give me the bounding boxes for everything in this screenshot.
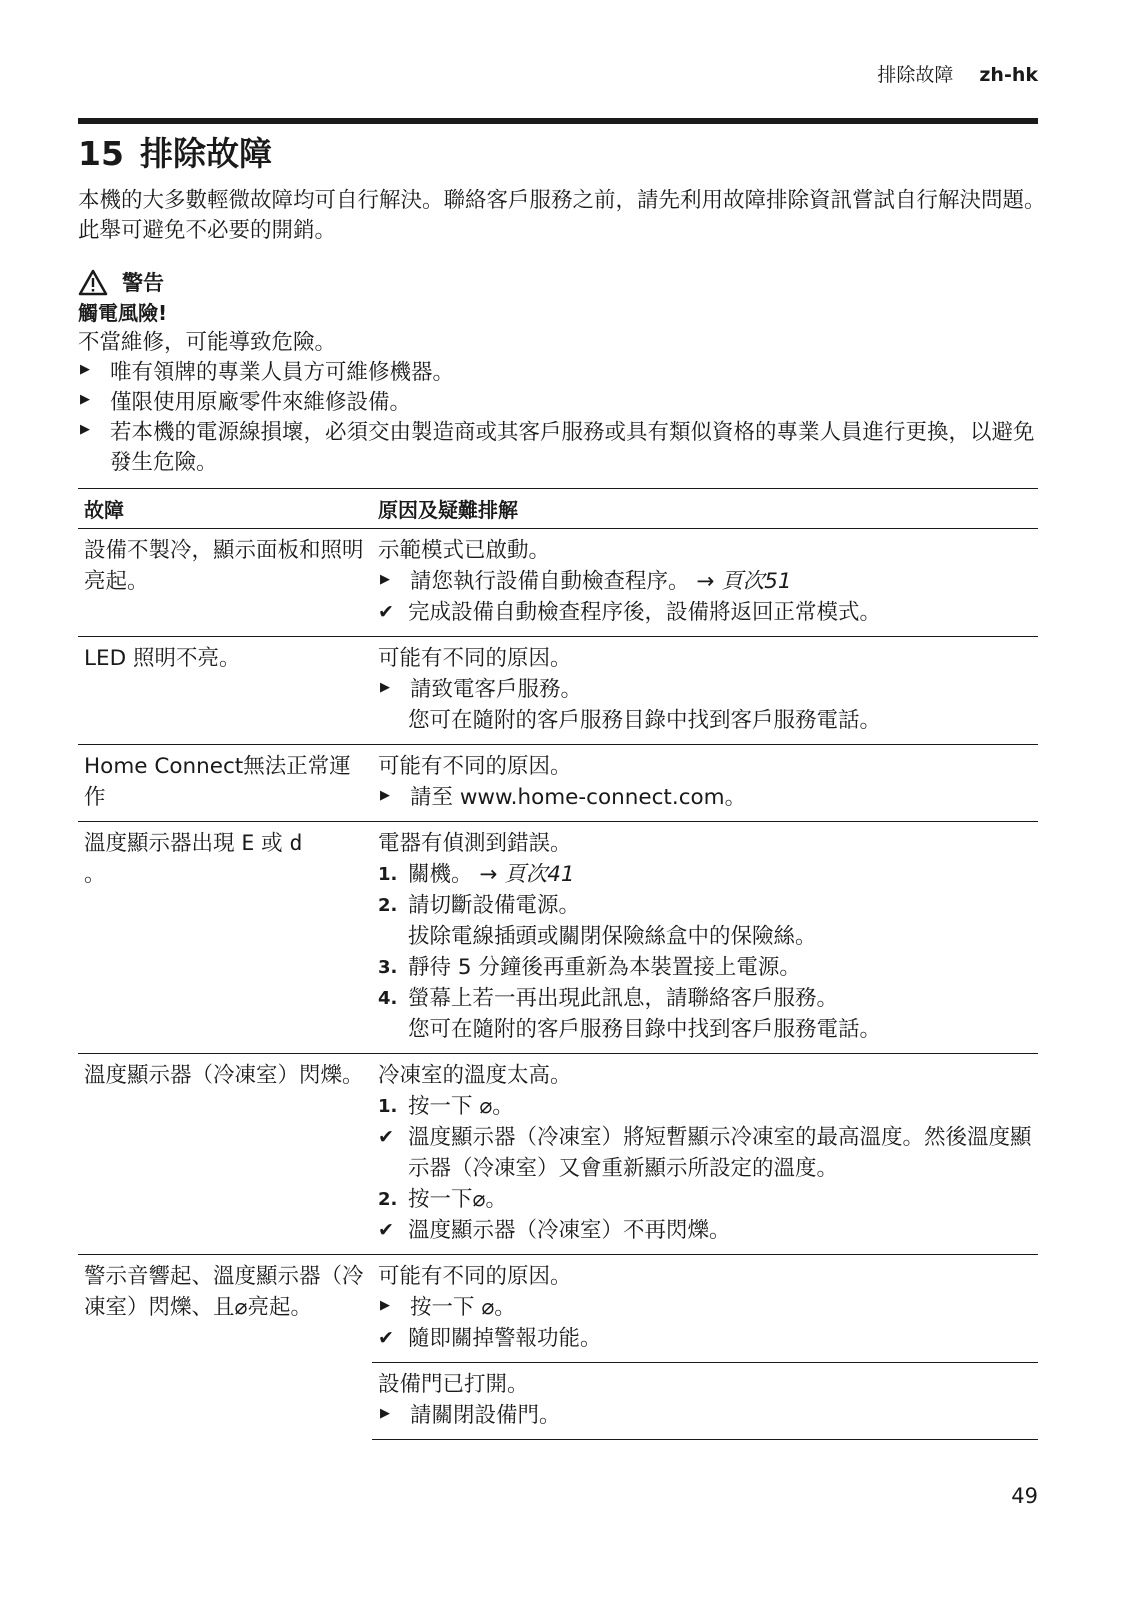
cause-cell: 電器有偵測到錯誤。 1. 關機。 → 頁次41 2. 請切斷設備電源。 拔除電線插頭或關閉保險絲盒中的保險絲。 3. 靜待 5 分鐘後再重新為本裝置接上電源。 4. 螢幕上若一再出現此訊息，請聯絡客戶服務。 您可在隨附的客戶服務目錄中找到客戶服務電話。 [372,822,1038,1054]
chapter-number: 15 [78,134,124,173]
result-check-icon: ✔ [378,601,394,623]
warning-bullet: ▶ 唯有領牌的專業人員方可維修機器。 [78,358,1048,388]
warning-triangle-icon [78,269,108,296]
fault-cell: 溫度顯示器（冷凍室）閃爍。 [78,1054,372,1255]
bullet-arrow-icon: ▶ [80,362,90,377]
fault-cell: 設備不製冷，顯示面板和照明亮起。 [78,529,372,637]
cause-cell: 可能有不同的原因。 ▶ 按一下 ⌀。 ✔ 隨即關掉警報功能。 [372,1255,1038,1363]
fault-cell: LED 照明不亮。 [78,637,372,745]
action-arrow-icon: ▶ [380,572,390,587]
warning-bullet: ▶ 若本機的電源線損壞，必須交由製造商或其客戶服務或具有類似資格的專業人員進行更換，以避免發生危險。 [78,418,1048,478]
header-section: 排除故障 [877,64,954,86]
warning-heading: 觸電風險! [78,301,168,325]
cause-cell: 可能有不同的原因。 ▶ 請至 www.home-connect.com。 [372,745,1038,822]
header-language: zh-hk [979,64,1038,86]
cause-cell: 可能有不同的原因。 ▶ 請致電客戶服務。 您可在隨附的客戶服務目錄中找到客戶服務電話。 [372,637,1038,745]
table-row [78,745,1038,822]
page-reference[interactable]: → 頁次41 [479,862,575,887]
troubleshooting-table [78,488,1038,1440]
cause-cell: 設備門已打開。 ▶ 請關閉設備門。 [372,1363,1038,1440]
result-check-icon: ✔ [378,1219,394,1241]
bullet-arrow-icon: ▶ [80,392,90,407]
running-header [877,60,1038,87]
column-header-cause: 原因及疑難排解 [372,489,1038,529]
chapter-title [78,128,272,175]
page-number: 49 [1011,1484,1038,1508]
bullet-arrow-icon: ▶ [80,422,90,437]
table-row [78,637,1038,745]
cause-cell: 冷凍室的溫度太高。 1. 按一下 ⌀。 ✔ 溫度顯示器（冷凍室）將短暫顯示冷凍室的最高溫度。然後溫度顯示器（冷凍室）又會重新顯示所設定的溫度。 2. 按一下⌀。 ✔ 溫度顯示器（冷凍室）不再閃爍。 [372,1054,1038,1255]
fault-cell: 溫度顯示器出現 E 或 d 。 [78,822,372,1054]
action-arrow-icon: ▶ [380,1406,390,1421]
table-row [78,822,1038,1054]
chapter-title-text: 排除故障 [139,134,272,173]
column-header-fault: 故障 [78,489,372,529]
action-arrow-icon: ▶ [380,788,390,803]
warning-header [78,266,1048,298]
fault-cell: 警示音響起、溫度顯示器（冷凍室）閃爍、且⌀亮起。 [84,1264,364,1320]
table-header-row [78,489,1038,529]
intro-paragraph: 本機的大多數輕微故障均可自行解決。聯絡客戶服務之前，請先利用故障排除資訊嘗試自行解決問題。此舉可避免不必要的開銷。 [78,188,1046,243]
fault-cell: Home Connect無法正常運作 [78,745,372,822]
table-row [78,529,1038,637]
warning-bullet: ▶ 僅限使用原廠零件來維修設備。 [78,388,1048,418]
result-check-icon: ✔ [378,1327,394,1349]
table-row [78,1054,1038,1255]
action-arrow-icon: ▶ [380,680,390,695]
display-symbol-d: d [289,831,303,856]
cause-cell: 示範模式已啟動。 ▶ 請您執行設備自動檢查程序。 → 頁次51 ✔ 完成設備自動檢查程序後，設備將返回正常模式。 [372,529,1038,637]
warning-label: 警告 [122,271,164,295]
warning-text: 不當維修，可能導致危險。 [78,330,337,355]
warning-box [78,266,1048,478]
action-arrow-icon: ▶ [380,1298,390,1313]
website-link[interactable]: 請至 www.home-connect.com。 [410,785,747,810]
result-check-icon: ✔ [378,1126,394,1148]
table-row [78,1255,1038,1363]
page-reference[interactable]: → 頁次51 [696,569,792,594]
title-rule [78,118,1038,124]
display-symbol-e: E [241,831,255,856]
